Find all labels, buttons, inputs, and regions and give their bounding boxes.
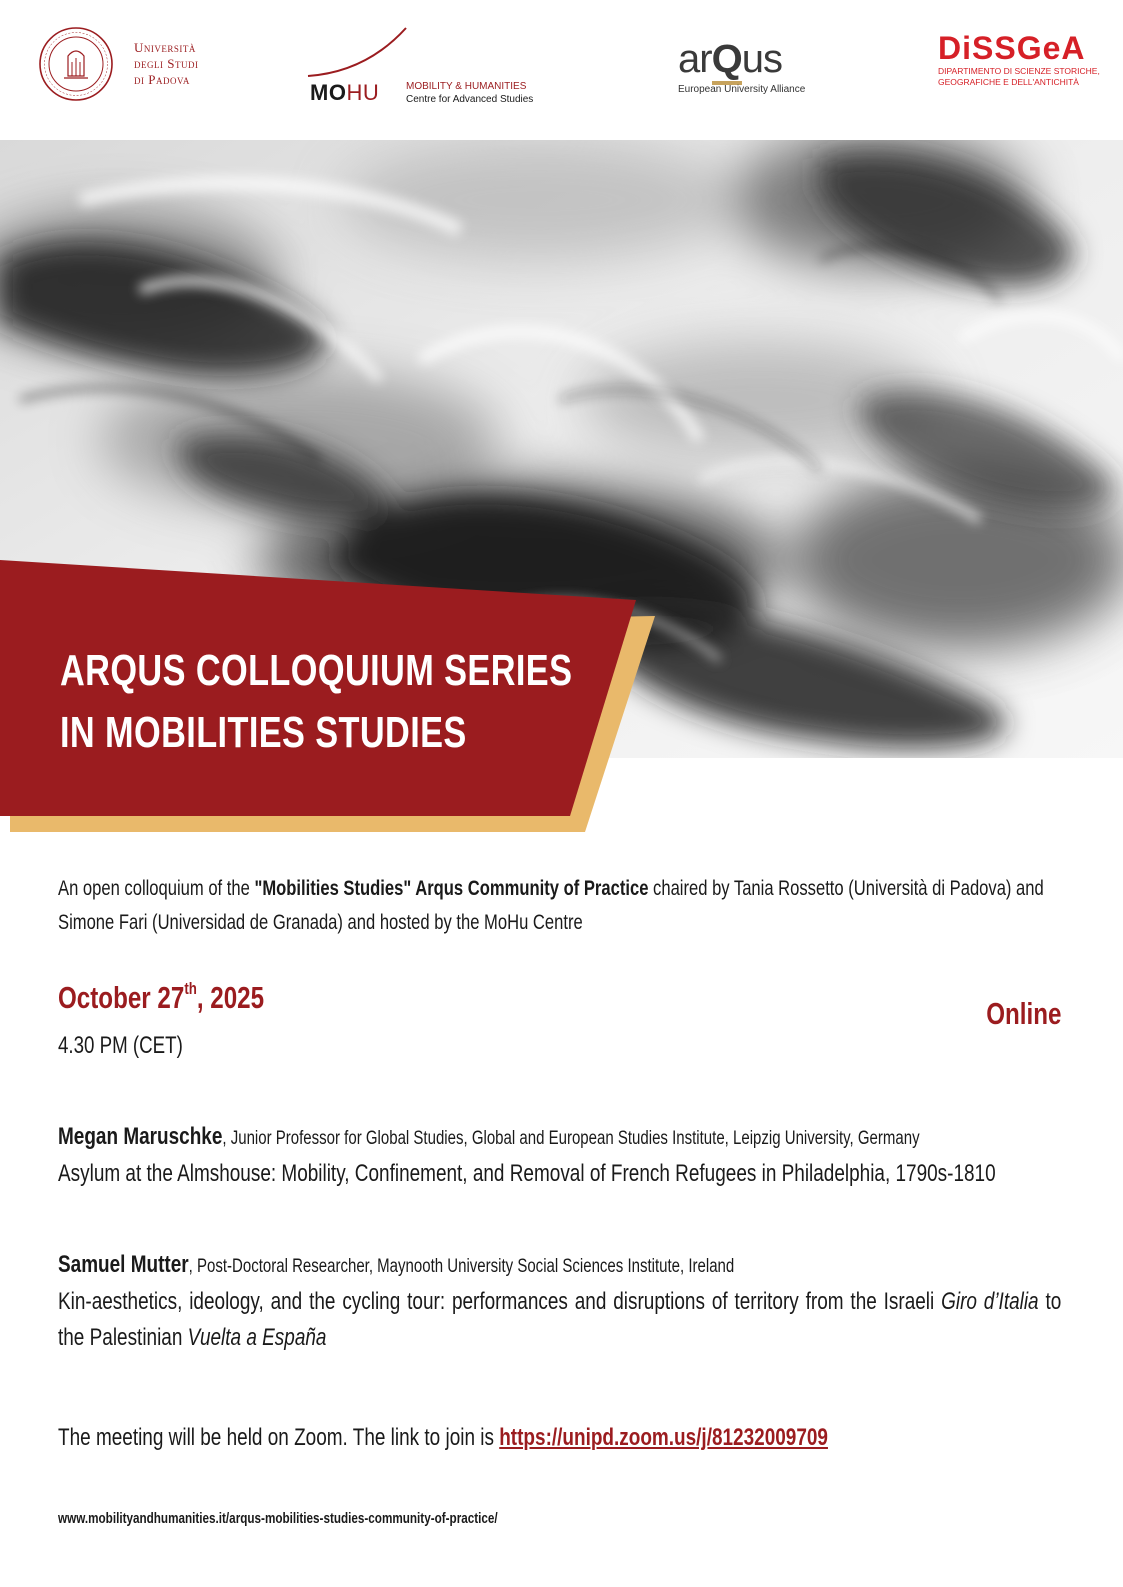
mohu-logo[interactable] [306, 24, 566, 110]
mohu-subtitle [406, 80, 533, 106]
dissgea-wordmark: DiSSGeA [938, 30, 1086, 66]
arqus-wordmark [678, 36, 828, 82]
mohu-subtitle-line-2: Centre for Advanced Studies [406, 94, 534, 105]
speaker-1-name: Megan Maruschke [58, 1123, 223, 1150]
series-title-line-2: IN MOBILITIES STUDIES [60, 708, 467, 757]
unipd-line-3: di Padova [134, 72, 190, 87]
dissgea-subtitle-line-2: GEOGRAFICHE E DELL'ANTICHITÀ [938, 77, 1079, 87]
series-title [60, 640, 717, 764]
mohu-wordmark [310, 80, 379, 106]
speaker-1-affiliation: , Junior Professor for Global Studies, Global and European Studies Institute, Leipzig University, Germany [222, 1128, 920, 1149]
speaker-1-talk-title: Asylum at the Almshouse: Mobility, Confinement, and Removal of French Refugees in Philadelphia, 1790s-1810 [58, 1160, 996, 1187]
series-title-line-1: ARQUS COLLOQUIUM SERIES [60, 646, 573, 695]
event-mode: Online [985, 996, 1061, 1031]
event-date [58, 980, 264, 1016]
intro-community-name: "Mobilities Studies" Arqus Community of Practice [254, 877, 649, 900]
speaker-2-talk-pre: Kin-aesthetics, ideology, and the cycling tour: performances and disruptions of territory from the Israeli [58, 1288, 942, 1315]
intro-paragraph [58, 872, 1061, 940]
mohu-wordmark-mo: MO [310, 80, 347, 105]
unipd-line-2: degli Studi [134, 56, 199, 71]
zoom-text: The meeting will be held on Zoom. The link to join is [58, 1424, 500, 1451]
speaker-2-name: Samuel Mutter [58, 1251, 189, 1278]
footer-url[interactable]: www.mobilityandhumanities.it/arqus-mobilities-studies-community-of-practice/ [58, 1510, 498, 1527]
zoom-info [58, 1424, 828, 1452]
zoom-link[interactable]: https://unipd.zoom.us/j/81232009709 [499, 1424, 828, 1451]
arqus-subtitle: European University Alliance [678, 84, 806, 95]
event-date-main: October 27 [58, 980, 185, 1015]
intro-pre: An open colloquium of the [58, 877, 255, 900]
mohu-subtitle-line-1: MOBILITY & HUMANITIES [406, 81, 527, 92]
event-time: 4.30 PM (CET) [58, 1032, 183, 1059]
speaker-2-talk-italic-2: Vuelta a España [187, 1324, 327, 1351]
speaker-block-2 [58, 1250, 1061, 1356]
event-date-suffix: th [184, 979, 197, 998]
speaker-2-affiliation: , Post-Doctoral Researcher, Maynooth University Social Sciences Institute, Ireland [188, 1256, 735, 1277]
speaker-1-header [58, 1122, 1061, 1154]
arqus-wordmark-pre: ar [678, 37, 712, 81]
unipd-logo[interactable] [38, 26, 238, 106]
speaker-2-talk-italic-1: Giro d’Italia [941, 1288, 1039, 1315]
unipd-wordmark [134, 40, 198, 88]
unipd-seal-icon [38, 26, 114, 102]
arqus-wordmark-post: us [741, 37, 782, 81]
intro-post: chaired by Tania Rossetto (Università di Padova) and Simone Fari (Universidad de Granada) and hosted by the MoHu Centre [58, 877, 1044, 934]
arqus-wordmark-q: Q [712, 37, 742, 85]
unipd-line-1: Università [134, 40, 196, 55]
speaker-2-talk-title [58, 1284, 1061, 1356]
logo-header [0, 0, 1123, 140]
speaker-2-talk-mid: to the Palestinian [58, 1288, 1062, 1351]
dissgea-subtitle-line-1: DIPARTIMENTO DI SCIENZE STORICHE, [938, 66, 1100, 76]
speaker-2-header [58, 1250, 1061, 1282]
event-date-year: , 2025 [196, 980, 265, 1015]
mohu-wordmark-hu: HU [346, 80, 380, 105]
dissgea-logo[interactable] [938, 30, 1100, 100]
dissgea-subtitle [938, 66, 1100, 88]
arqus-logo[interactable] [678, 36, 828, 100]
mohu-arc-icon [306, 24, 416, 84]
speaker-block-1 [58, 1122, 1061, 1192]
